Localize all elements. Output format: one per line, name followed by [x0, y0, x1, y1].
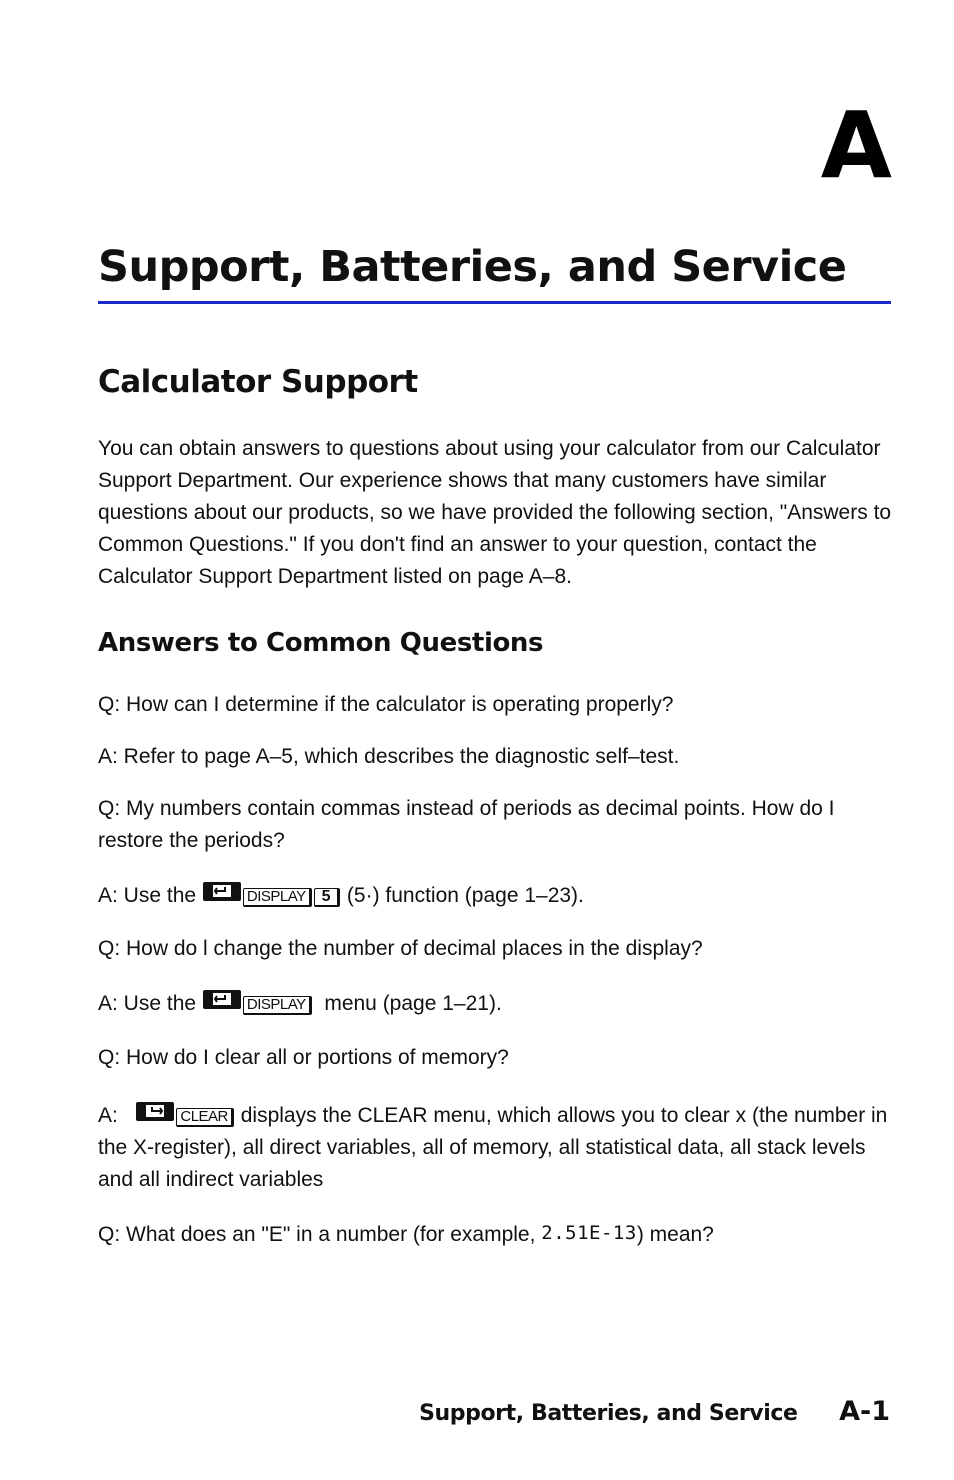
- answer-4-suffix: displays the CLEAR menu, which allows you to clear x (the number in the X-register), all direct variables, all of memory, all statistical data, all stack levels and all indirect variables: [98, 1104, 888, 1191]
- chapter-letter: A: [820, 92, 892, 199]
- five-key: 5: [314, 888, 340, 907]
- lcd-example-number: 2.51E-13: [541, 1222, 637, 1244]
- clear-key: CLEAR: [176, 1108, 234, 1127]
- page-footer: [419, 1396, 890, 1427]
- answer-2-prefix: A: Use the: [98, 884, 197, 907]
- answer-4-prefix: A:: [98, 1104, 118, 1127]
- left-shift-key-icon: [203, 882, 241, 901]
- answer-2-suffix: (5·) function (page 1–23).: [346, 884, 584, 907]
- intro-paragraph: You can obtain answers to questions about using your calculator from our Calculator Support Department. Our experience shows that many customers have similar questions about our products, so we have provided the following section, "Answers to Common Questions." If you don't find an answer to your question, contact the Calculator Support Department listed on page A–8.: [98, 437, 892, 588]
- question-5-prefix: Q: What does an "E" in a number (for example,: [98, 1223, 536, 1246]
- answer-3-prefix: A: Use the: [98, 992, 197, 1015]
- right-shift-key-icon: [136, 1102, 174, 1121]
- question-2: Q: My numbers contain commas instead of periods as decimal points. How do I restore the periods?: [98, 797, 835, 852]
- question-5-suffix: ) mean?: [636, 1223, 714, 1246]
- question-3: Q: How do l change the number of decimal places in the display?: [98, 937, 703, 960]
- question-4: Q: How do I clear all or portions of memory?: [98, 1046, 509, 1069]
- answer-4: [98, 1100, 888, 1196]
- question-1: Q: How can I determine if the calculator is operating properly?: [98, 693, 674, 716]
- display-key: DISPLAY: [243, 888, 312, 907]
- page-number: A-1: [839, 1396, 890, 1427]
- answer-2: [98, 880, 898, 912]
- subsection-heading: Answers to Common Questions: [98, 628, 544, 658]
- answer-3-suffix: menu (page 1–21).: [324, 992, 502, 1015]
- page-title: Support, Batteries, and Service: [98, 244, 891, 304]
- display-key: DISPLAY: [243, 996, 312, 1015]
- answer-1: A: Refer to page A–5, which describes the diagnostic self–test.: [98, 745, 680, 768]
- section-heading: Calculator Support: [98, 364, 418, 400]
- question-5: [98, 1217, 898, 1251]
- left-shift-key-icon: [203, 990, 241, 1009]
- footer-title: Support, Batteries, and Service: [419, 1401, 798, 1426]
- answer-3: [98, 988, 898, 1020]
